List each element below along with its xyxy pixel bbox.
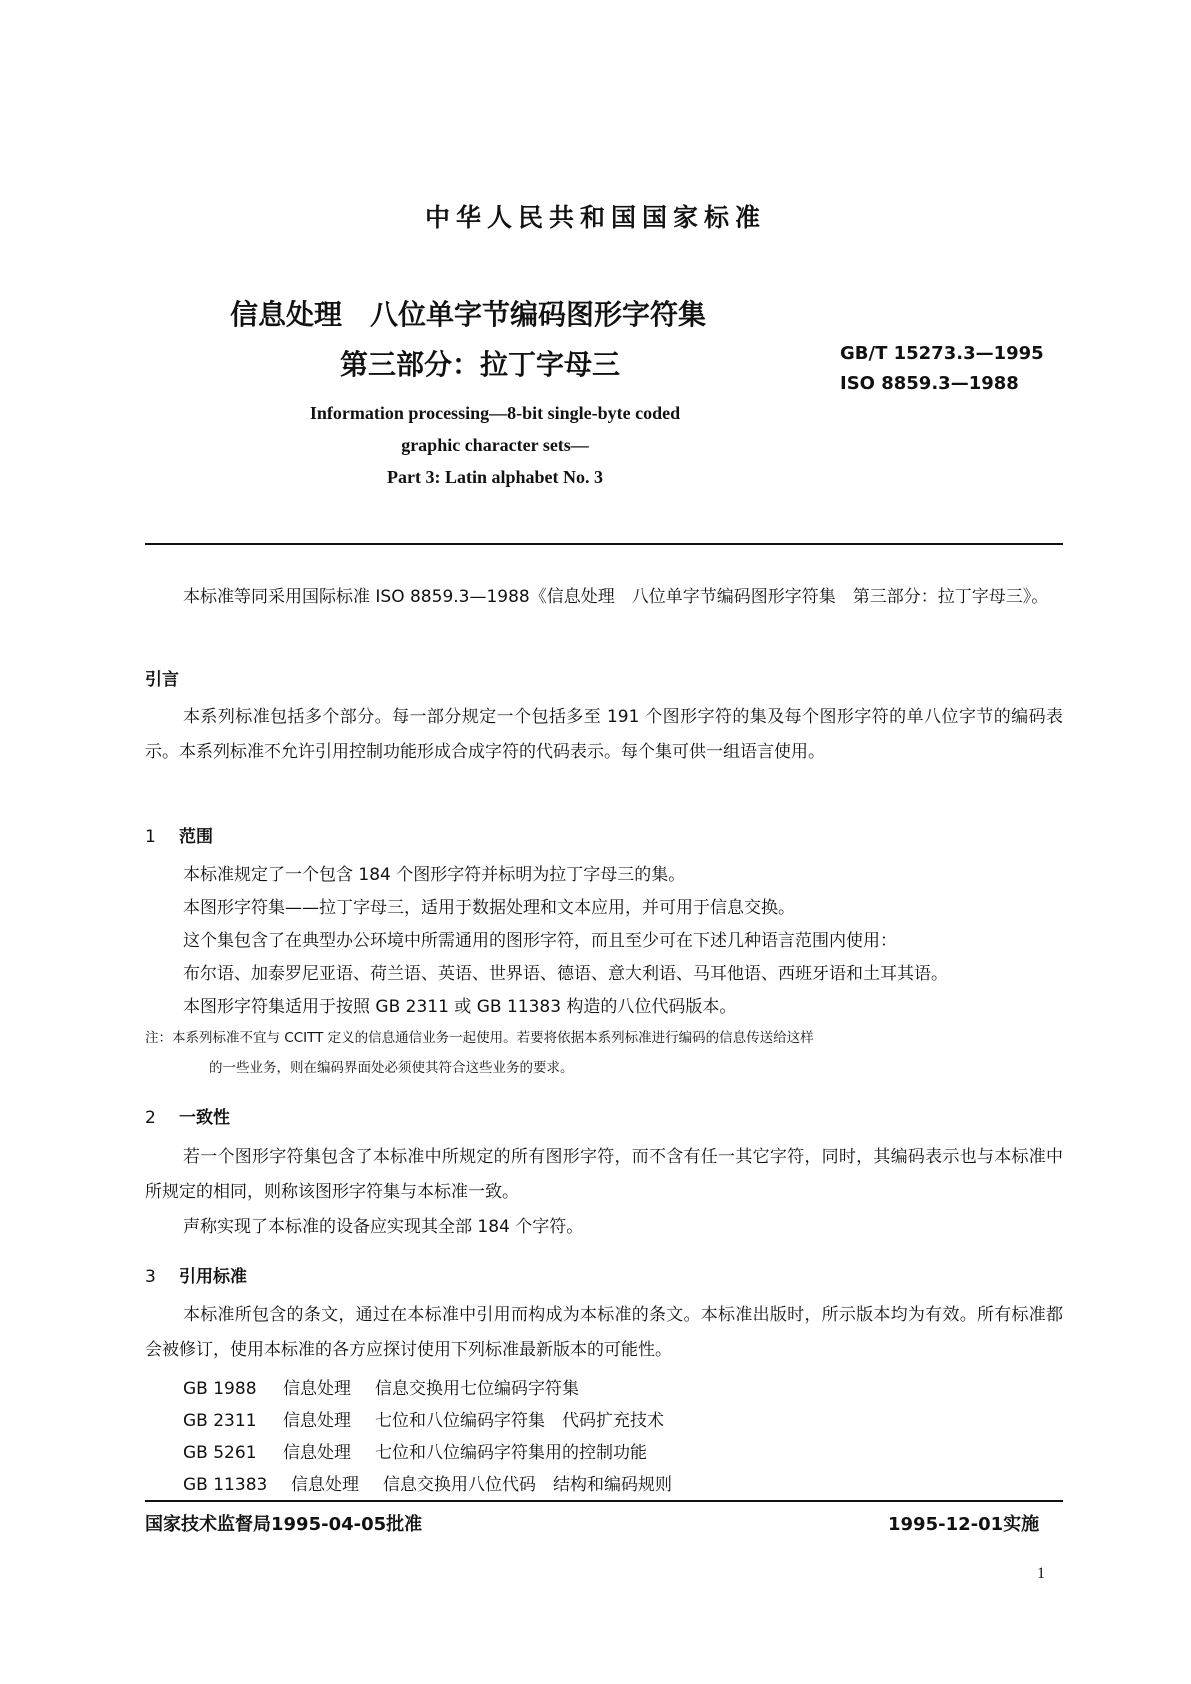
section-2-heading [145, 1103, 230, 1128]
intro-paragraph: 本标准等同采用国际标准 ISO 8859.3—1988《信息处理 八位单字节编码图形字符集 第三部分：拉丁字母三》。 [183, 587, 1049, 607]
section-1-heading [145, 822, 213, 847]
reference-title: 信息交换用八位代码 结构和编码规则 [383, 1475, 672, 1495]
reference-area: 信息处理 [283, 1443, 351, 1463]
note-line: 注：本系列标准不宜与 CCITT 定义的信息通信业务一起使用。若要将依据本系列标准进行编码的信息传送给这样 [145, 1030, 814, 1046]
national-standard-heading: 中华人民共和国国家标准 [424, 203, 766, 232]
section-title: 引用标准 [179, 1267, 247, 1287]
foreword-paragraph: 本系列标准包括多个部分。每一部分规定一个包括多至 191 个图形字符的集及每个图形字符的单八位字节的编码表示。本系列标准不允许引用控制功能形成合成字符的代码表示。每个集可供一组语言使用。 [145, 707, 1063, 762]
foreword-heading: 引言 [145, 670, 179, 690]
section-1-line: 本标准规定了一个包含 184 个图形字符并标明为拉丁字母三的集。 [183, 865, 686, 885]
section-1-line: 这个集包含了在典型办公环境中所需通用的图形字符，而且至少可在下述几种语言范围内使用： [183, 931, 897, 951]
section-1-line: 本图形字符集——拉丁字母三，适用于数据处理和文本应用，并可用于信息交换。 [183, 898, 795, 918]
reference-code: GB 5261 [183, 1443, 257, 1463]
top-divider [145, 543, 1063, 545]
section-title: 一致性 [179, 1108, 230, 1128]
reference-code: GB 1988 [183, 1379, 257, 1399]
reference-code: GB 2311 [183, 1411, 257, 1431]
section-number: 2 [145, 1108, 156, 1128]
effective-date: 1995-12-01实施 [888, 1514, 1040, 1535]
section-number: 1 [145, 827, 156, 847]
bottom-divider [145, 1500, 1063, 1502]
section-1-line: 本图形字符集适用于按照 GB 2311 或 GB 11383 构造的八位代码版本。 [183, 997, 737, 1017]
reference-title: 七位和八位编码字符集用的控制功能 [375, 1443, 647, 1463]
title-cn-line1: 信息处理 八位单字节编码图形字符集 [230, 298, 707, 331]
reference-area: 信息处理 [283, 1411, 351, 1431]
reference-row [183, 1438, 647, 1463]
reference-title: 七位和八位编码字符集 代码扩充技术 [375, 1411, 664, 1431]
section-3-heading [145, 1262, 247, 1287]
reference-area: 信息处理 [283, 1379, 351, 1399]
section-number: 3 [145, 1267, 156, 1287]
reference-title: 信息交换用七位编码字符集 [375, 1379, 579, 1399]
standard-number: GB/T 15273.3—1995 [840, 343, 1044, 364]
note-line: 的一些业务，则在编码界面处必须使其符合这些业务的要求。 [209, 1060, 574, 1076]
section-3-paragraph: 本标准所包含的条文，通过在本标准中引用而构成为本标准的条文。本标准出版时，所示版本均为有效。所有标准都会被修订，使用本标准的各方应探讨使用下列标准最新版本的可能性。 [145, 1305, 1063, 1360]
title-cn-line2: 第三部分：拉丁字母三 [340, 348, 621, 381]
title-en-line1: Information processing—8-bit single-byte coded [309, 403, 681, 423]
section-1-line: 布尔语、加泰罗尼亚语、荷兰语、英语、世界语、德语、意大利语、马耳他语、西班牙语和土耳其语。 [183, 964, 948, 984]
reference-row [183, 1374, 579, 1399]
title-en-line3: Part 3: Latin alphabet No. 3 [387, 467, 603, 487]
section-title: 范围 [179, 827, 213, 847]
page-number: 1 [1037, 1565, 1045, 1582]
iso-number: ISO 8859.3—1988 [840, 373, 1019, 394]
section-2-line: 声称实现了本标准的设备应实现其全部 184 个字符。 [183, 1217, 584, 1237]
title-en-line2: graphic character sets— [401, 435, 589, 455]
reference-code: GB 11383 [183, 1475, 268, 1495]
section-2-paragraph: 若一个图形字符集包含了本标准中所规定的所有图形字符，而不含有任一其它字符，同时，其编码表示也与本标准中所规定的相同，则称该图形字符集与本标准一致。 [145, 1147, 1063, 1202]
reference-row [183, 1470, 672, 1495]
reference-area: 信息处理 [291, 1475, 359, 1495]
reference-row [183, 1406, 664, 1431]
approval-date: 国家技术监督局1995-04-05批准 [145, 1514, 423, 1535]
section-1-note [145, 1023, 1063, 1083]
